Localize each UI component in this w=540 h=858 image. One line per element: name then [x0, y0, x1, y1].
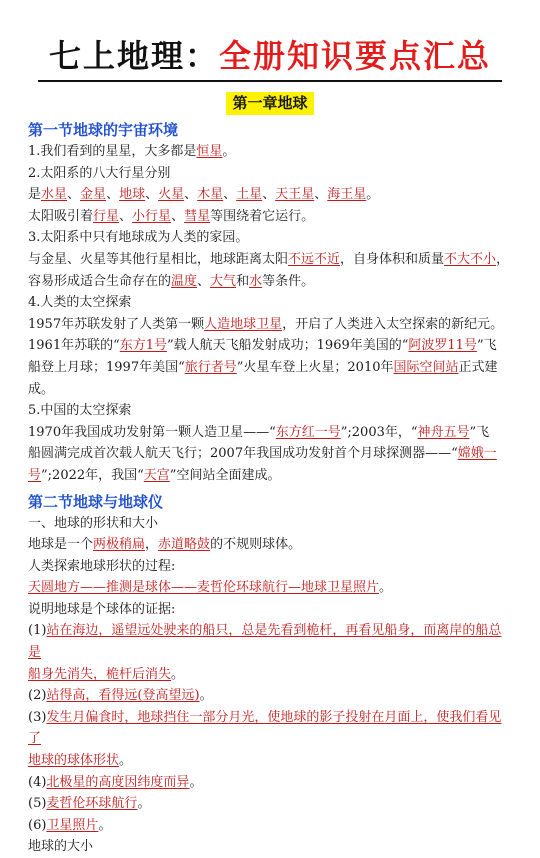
key-term: 阿波罗11号	[408, 338, 477, 354]
text-line: 地球是一个两极稍扁，赤道略鼓的不规则球体。	[28, 537, 302, 553]
key-term: 水	[249, 273, 263, 289]
key-term: 站在海边，遥望远处驶来的船只，总是先看到桅杆，再看见船身，而离岸的船总是	[28, 623, 502, 661]
text-line: 容易形成适合生命存在的温度、大气和水等条件。	[28, 273, 315, 289]
key-term: 旅行者号	[184, 359, 237, 375]
text-line: 3.太阳系中只有地球成为人类的家园。	[28, 230, 249, 246]
text-line: 是水星、金星、地球、火星、木星、土星、天王星、海王星。	[28, 187, 380, 203]
key-term: 温度	[171, 273, 198, 289]
text-line: 5.中国的太空探索	[28, 403, 132, 419]
section-heading-1: 第一节地球的宇宙环境	[28, 121, 179, 139]
page-title	[28, 0, 512, 76]
key-term: 国际空间站	[393, 359, 459, 375]
text-line: 船圆满完成首次载人航天飞行；2007年我国成功发射首个月球探测器——“嫦娥一	[28, 446, 497, 462]
key-term: 号	[28, 467, 42, 483]
text-line: (4)北极星的高度因纬度而异。	[28, 774, 203, 790]
key-term: 金星	[80, 187, 107, 203]
key-term: 人造地球卫星	[204, 316, 283, 332]
key-term: 两极稍扁	[93, 537, 146, 553]
text-line: 1961年苏联的“东方1号”载人航天飞船发射成功；1969年美国的“阿波罗11号”飞	[28, 338, 497, 354]
key-term: 东方1号	[119, 338, 168, 354]
key-term: 地球	[119, 187, 146, 203]
text-line: 成。	[28, 381, 55, 397]
key-term: 嫦娥一	[457, 446, 497, 462]
text-line: 太阳吸引着行星、小行星、彗星等围绕着它运行。	[28, 208, 315, 224]
text-line: 船登上月球；1997年美国“旅行者号”火星车登上火星；2010年国际空间站正式建	[28, 359, 498, 375]
key-term: 站得高，看得远(登高望远)	[46, 688, 200, 704]
text-line: 1957年苏联发射了人类第一颗人造地球卫星，开启了人类进入太空探索的新纪元。	[28, 316, 504, 332]
text-line: 号”;2022年，我国“天宫”空间站全面建成。	[28, 467, 281, 483]
key-term: 大气	[210, 273, 237, 289]
text-line: (5)麦哲伦环球航行。	[28, 796, 151, 812]
chapter-header	[28, 92, 512, 115]
text-line: 说明地球是个球体的证据:	[28, 601, 176, 617]
title-underline	[38, 80, 502, 82]
key-term: 卫星照片	[46, 817, 99, 833]
key-term: 天圆地方——推测是球体——麦哲伦环球航行—地球卫星照片	[28, 580, 380, 596]
key-term: 北极星的高度因纬度而异	[46, 774, 190, 790]
text-line: (3)发生月偏食时，地球挡住一部分月光，使地球的影子投射在月面上，使我们看见了	[28, 709, 502, 747]
key-term: 发生月偏食时，地球挡住一部分月光，使地球的影子投射在月面上，使我们看见了	[28, 709, 502, 747]
key-term: 恒星	[196, 144, 223, 159]
text-line: 船身先消失，桅杆后消失。	[28, 666, 185, 682]
key-term: 木星	[197, 187, 224, 203]
key-term: 东方红一号	[275, 424, 341, 440]
section-heading-2: 第二节地球与地球仪	[28, 492, 164, 511]
title-topic: 全册知识要点汇总	[219, 37, 492, 75]
key-term: 麦哲伦环球航行	[46, 796, 138, 812]
text-line: 与金星、火星等其他行星相比，地球距离太阳不远不近，自身体积和质量不大不小，	[28, 251, 510, 267]
text-line: (2)站得高，看得远(登高望远)。	[28, 688, 213, 704]
text-line: 1.我们看到的星星，大多都是恒星。	[28, 144, 236, 159]
key-term: 海王星	[327, 187, 367, 203]
key-term: 行星	[93, 208, 120, 224]
text-line: 地球的球体形状。	[28, 753, 133, 769]
key-term: 神舟五号	[417, 424, 470, 440]
title-subject: 七上地理：	[48, 37, 219, 75]
key-term: 船身先消失，桅杆后消失	[28, 666, 172, 682]
key-term: 地球的球体形状	[28, 753, 120, 769]
key-term: 彗星	[184, 208, 211, 224]
text-line: (1)站在海边，遥望远处驶来的船只，总是先看到桅杆，再看见船身，而离岸的船总是	[28, 623, 502, 661]
key-term: 不远不近	[288, 251, 341, 267]
key-term: 水星	[41, 187, 68, 203]
chapter-label: 第一章地球	[226, 92, 313, 115]
key-term: 赤道略鼓	[158, 537, 211, 553]
text-line: 1970年我国成功发射第一颗人造卫星——“东方红一号”;2003年，“神舟五号”飞	[28, 424, 490, 440]
key-term: 火星	[158, 187, 185, 203]
key-term: 土星	[236, 187, 263, 203]
key-term: 天宫	[143, 467, 170, 483]
key-term: 小行星	[132, 208, 172, 224]
key-term: 天王星	[275, 187, 315, 203]
text-line: 4.人类的太空探索	[28, 295, 132, 311]
key-term: 不大不小	[444, 251, 497, 267]
text-line: 天圆地方——推测是球体——麦哲伦环球航行—地球卫星照片。	[28, 580, 393, 596]
text-line: 人类探索地球形状的过程:	[28, 558, 176, 574]
text-line: 地球的大小	[28, 839, 94, 855]
text-line: 2.太阳系的八大行星分别	[28, 165, 171, 181]
text-line: (6)卫星照片。	[28, 817, 112, 833]
text-line: 一、地球的形状和大小	[28, 515, 159, 531]
